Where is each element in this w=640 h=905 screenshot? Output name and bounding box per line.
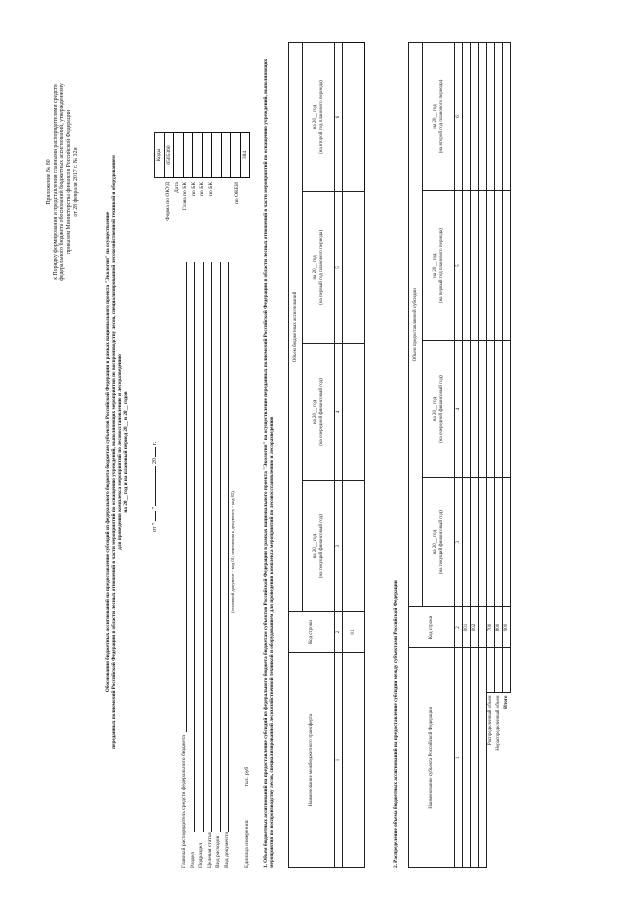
table-cell[interactable] [343,481,365,612]
okud-label: Форма по ОКУД [165,182,171,221]
bk-cell[interactable] [231,133,241,178]
col-header-y2: на 20__ год (на очередной финансовый год) [303,343,335,481]
section2-table [408,42,511,868]
col-number: 4 [335,343,343,481]
codes-table [154,132,250,178]
field-label-vid-dokumenta: Вид документа [223,832,230,868]
section2-heading: 2. Распределение объема бюджетных ассигнований на предоставление субсидии между субъектами Российской Федерации [393,580,399,868]
okei-code: 384 [240,133,250,178]
title-line: Обоснования бюджетных ассигнований на предоставление субсидий из федерального бюджета бюджетам субъектов Российской Федерации в рамках национального проекта "Экология" на осуществление [105,211,111,693]
table-cell[interactable] [343,43,365,192]
title-line: переданных полномочий Российской Федерации в области лесных отношений в части мероприятий по оснащению учреждений, выполняющих мероприятия по воспроизводству лесов, специализированной лесохозяйственной техникой и оборудованием [110,155,117,749]
table-cell[interactable] [479,648,487,868]
rotated-form-page [40,32,620,872]
col-number: 6 [455,43,463,191]
unit-of-measure [244,767,250,868]
appendix-line: от 28 февраля 2017 г. № 32н [72,147,79,217]
table-cell[interactable] [503,341,511,478]
appendix-line: к Порядку формирования и представления главными распорядителями средств [52,84,59,280]
table-cell[interactable] [479,341,487,478]
table-cell[interactable] [479,607,487,648]
okud-code: 0505360 [164,133,174,178]
col-header-y1: на 20__ год (на текущий финансовый год) [303,481,335,612]
row-code: 800 [495,607,503,648]
field-label-celevaya-statya: Целевая статья [206,832,213,868]
table-cell [487,648,495,693]
col-number: 1 [455,648,463,868]
field-line[interactable] [211,262,212,832]
bk-cell[interactable] [221,133,231,178]
table-cell[interactable] [343,343,365,481]
field-line[interactable] [203,262,204,832]
field-label-razdel: Раздел [189,852,196,868]
table-cell[interactable] [471,341,479,478]
bk-cell[interactable] [193,133,203,178]
appendix-block [46,52,79,312]
table-cell[interactable] [487,43,495,191]
col-header-group: Объем предоставляемой субсидии [409,43,423,608]
col-number: 3 [335,481,343,612]
row-code: 01 [343,612,365,653]
bk-cell[interactable] [212,133,222,178]
unit-value: тыс. руб [244,766,250,787]
codes-header: Коды [155,133,165,178]
col-header-y1: на 20__ год (на текущий финансовый год) [423,477,455,607]
field-label-podrazdel: Подраздел [198,842,204,868]
header-field-labels [180,668,231,868]
doc-type-hint: (основной документ - код 01; изменения к документу - код 02) [230,491,235,613]
table-cell[interactable] [463,477,471,607]
field-line[interactable] [186,262,187,732]
table-cell[interactable] [463,648,471,868]
field-line[interactable] [220,262,221,832]
title-line: для проведения комплекса мероприятий по лесовосстановлению и лесоразведению [116,354,123,550]
col-header-name: Наименование субъекта Российской Федерации [409,648,455,868]
total-label: Итого [503,695,509,709]
document-date: от " " 20 г. [152,441,158,532]
table-cell[interactable] [463,341,471,478]
table-cell[interactable] [503,43,511,191]
document-title [106,52,130,852]
field-label-grbs: Главный распорядитель средств федерального бюджета [181,735,187,868]
col-header-y3: на 20__ год (на первый год планового периода) [423,190,455,340]
title-line: на 20__ год и на плановый период 20__ и 20__ годов [122,391,129,513]
appendix-line: федерального бюджета обоснований бюджетных ассигнований, утвержденному [59,83,66,281]
col-number: 4 [455,341,463,478]
table-cell[interactable] [463,43,471,191]
table-cell[interactable] [487,477,495,607]
col-header-name: Наименование межбюджетного трансферта [289,653,335,868]
field-line[interactable] [228,262,229,832]
table-cell[interactable] [503,190,511,340]
table-cell[interactable] [463,190,471,340]
section1-table [288,42,365,868]
col-number: 5 [455,190,463,340]
col-number: 6 [335,43,343,192]
table-cell[interactable] [487,341,495,478]
table-cell[interactable] [495,341,503,478]
field-line[interactable] [194,262,195,832]
date-cell[interactable] [174,133,184,178]
table-cell[interactable] [479,190,487,340]
table-cell[interactable] [343,192,365,344]
total-label: Распределенный объем [487,695,493,746]
table-cell[interactable] [343,653,365,868]
table-cell[interactable] [487,190,495,340]
col-header-code: Код строки [409,607,455,648]
col-number: 1 [335,653,343,868]
bk-label: по БК [190,182,197,196]
col-header-y2: на 20__ год (на очередной финансовый год) [423,341,455,478]
col-header-group: Объем бюджетных ассигнований [289,43,303,612]
table-cell[interactable] [471,190,479,340]
row-code: 900 [503,607,511,648]
row-code: 002 [471,607,479,648]
row-code: 001 [463,607,471,648]
total-label: Нераспределенный объем [495,695,501,751]
table-cell[interactable] [471,43,479,191]
okei-label: по ОКЕИ [233,182,240,205]
col-number: 2 [335,612,343,653]
table-cell[interactable] [479,43,487,191]
field-label-vid-rashodov: Вид расходов [215,835,221,868]
appendix-number: Приложение № 80 [46,159,52,205]
table-cell [503,648,511,693]
date-label: Дата [173,182,180,193]
table-cell[interactable] [471,648,479,868]
row-code: 700 [487,607,495,648]
table-cell [495,648,503,693]
bk-label: Глава по БК [182,182,189,211]
table-cell[interactable] [495,43,503,191]
bk-cell[interactable] [183,133,193,178]
bk-label: по БК [199,182,206,196]
col-number: 3 [455,477,463,607]
col-number: 2 [455,607,463,648]
section1-heading: 1. Объем бюджетных ассигнований на предоставление субсидий из федерального бюджета бюджетам субъектов Российской Федерации в рамках национального проекта "Экология" на осуществление переданных полномочий Российской Федерации в области лесных отношений в части мероприятий по оснащению учреждений, выполняющих мероприятия по воспроизводству лесов, специализированной лесохозяйственной техникой и оборудованием для проведения комплекса мероприятий по лесовосстановлению и лесоразведению [263,58,275,868]
table-cell[interactable] [471,477,479,607]
codes-labels [164,182,241,244]
col-header-y4: на 20__ год (на второй год планового периода) [303,43,335,192]
bk-label: по БК [207,182,214,196]
table-cell[interactable] [495,477,503,607]
table-cell[interactable] [503,477,511,607]
table-cell[interactable] [495,190,503,340]
appendix-line: приказом Министерства финансов Российской Федерации [65,109,72,255]
col-header-y4: на 20__ год (на второй год планового периода) [423,43,455,191]
unit-label: Единица измерения: [244,819,250,868]
bk-cell[interactable] [202,133,212,178]
col-header-code: Код строки [289,612,335,653]
col-header-y3: на 20__ год (на первый год планового периода) [303,192,335,344]
col-number: 5 [335,192,343,344]
table-cell[interactable] [479,477,487,607]
